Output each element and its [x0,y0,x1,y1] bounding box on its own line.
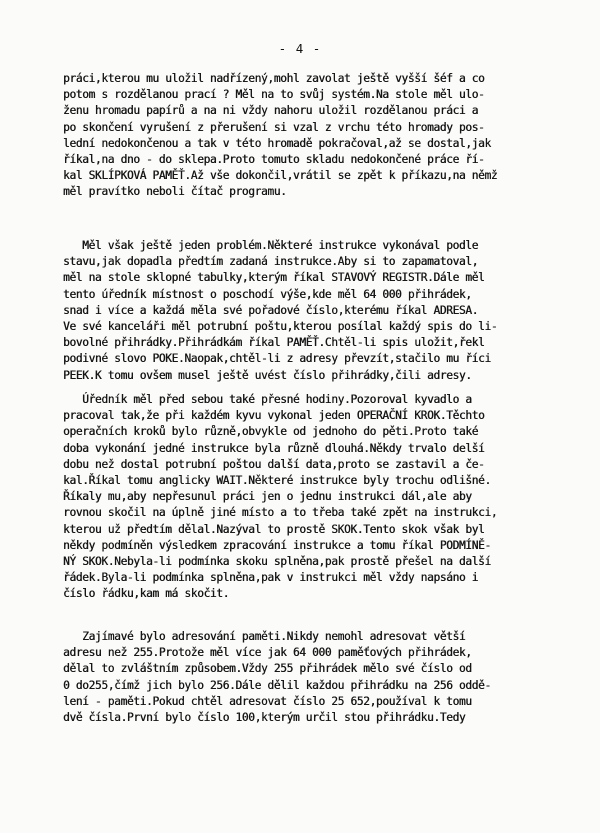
page-number: - 4 - [278,41,322,56]
text-line: kal.Říkal tomu anglicky WAIT.Některé instrukce byly trochu odlišné. [63,474,491,487]
text-line: rovnou skočil na úplně jiné místo a to třeba také zpět na instrukci, [63,506,498,520]
text-line: NÝ SKOK.Nebyla-li podmínka skoku splněna,pak prostě přešel na další [63,555,491,568]
text-line: stavu,jak dopadla předtím zadaná instrukce.Aby si to zapamatoval, [63,255,479,269]
text-line: podivné slovo POKE.Naopak,chtěl-li z adresy převzít,stačilo mu říci [63,352,491,366]
text-line: bovolné přihrádky.Přihrádkám říkal PAMĚŤ.Chtěl-li spis uložit,řekl [63,336,485,350]
text-line: po skončení vyrušení z přerušení si vzal z vrchu této hromady pos- [63,120,485,134]
text-line: Měl však ještě jeden problém.Některé instrukce vykonával podle [63,239,479,252]
text-line: 0 do255,čímž jich bylo 256.Dále dělil každou přihrádku na 256 oddě- [63,678,491,692]
text-line: někdy podmíněn výsledkem zpracování instrukce a tomu říkal PODMÍNĚ- [63,538,491,552]
text-line: dělal to zvláštním způsobem.Vždy 255 přihrádek mělo své číslo od [63,662,472,676]
text-line: operačních kroků bylo různě,obvykle od jednoho do pěti.Proto také [63,425,479,439]
text-line: ženu hromadu papírů a na ni vždy nahoru uložil rozdělanou práci a [63,104,479,118]
text-line: Úředník měl před sebou také přesné hodiny.Pozoroval kyvadlo a [63,393,472,406]
text-line: PEEK.K tomu ovšem musel ještě uvést číslo přihrádky,čili adresy. [63,368,472,382]
text-line: tento úředník místnost o poschodí výše,kde měl 64 000 přihrádek, [63,287,472,301]
text-line: dobu než dostal potrubní poštou další data,proto se zastavil a če- [63,457,485,471]
text-line: řádek.Byla-li podmínka splněna,pak v instrukci měl vždy napsáno i [63,571,479,585]
text-line: potom s rozdělanou prací ? Měl na to svůj systém.Na stole měl ulo- [63,88,485,102]
text-line: číslo řádku,kam má skočit. [63,587,230,601]
text-line: říkal,na dno - do sklepa.Proto tomuto skladu nedokončené práce ří- [63,153,485,166]
text-line: kal SKLÍPKOVÁ PAMĚŤ.Až vše dokončil,vrátil se zpět k příkazu,na němž [63,169,498,183]
text-line: Zajímavé bylo adresování paměti.Nikdy nemohl adresovat větší [63,630,466,643]
text-line: lední nedokončenou a tak v této hromadě pokračoval,až se dostal,jak [63,136,491,150]
text-line: doba vykonání jedné instrukce byla různě dlouhá.Někdy trvalo delší [63,441,485,455]
text-line: měl na stole sklopné tabulky,kterým říkal STAVOVÝ REGISTR.Dále měl [63,271,485,285]
text-line: dvě čísla.První bylo číslo 100,kterým určil stou přihrádku.Tedy [63,711,466,724]
text-line: Ve své kanceláři měl potrubní poštu,kterou posílal každý spis do li- [63,320,498,333]
text-line: lení - paměti.Pokud chtěl adresovat číslo 25 652,používal k tomu [63,694,472,708]
text-line: adresu než 255.Protože měl více jak 64 000 paměťových přihrádek, [63,646,472,660]
text-line: měl pravítko neboli čítač programu. [63,185,287,199]
text-line: snad i více a každá měla své pořadové číslo,kterému říkal ADRESA. [63,303,479,317]
text-line: práci,kterou mu uložil nadřízený,mohl zavolat ještě vyšší šéf a co [63,72,485,85]
text-line: pracoval tak,že při každém kyvu vykonal jeden OPERAČNÍ KROK.Těchto [63,409,485,423]
text-line: Říkaly mu,aby nepřesunul práci jen o jednu instrukci dál,ale aby [63,490,472,504]
text-line: kterou už předtím dělal.Nazýval to prostě SKOK.Tento skok však byl [63,522,485,536]
